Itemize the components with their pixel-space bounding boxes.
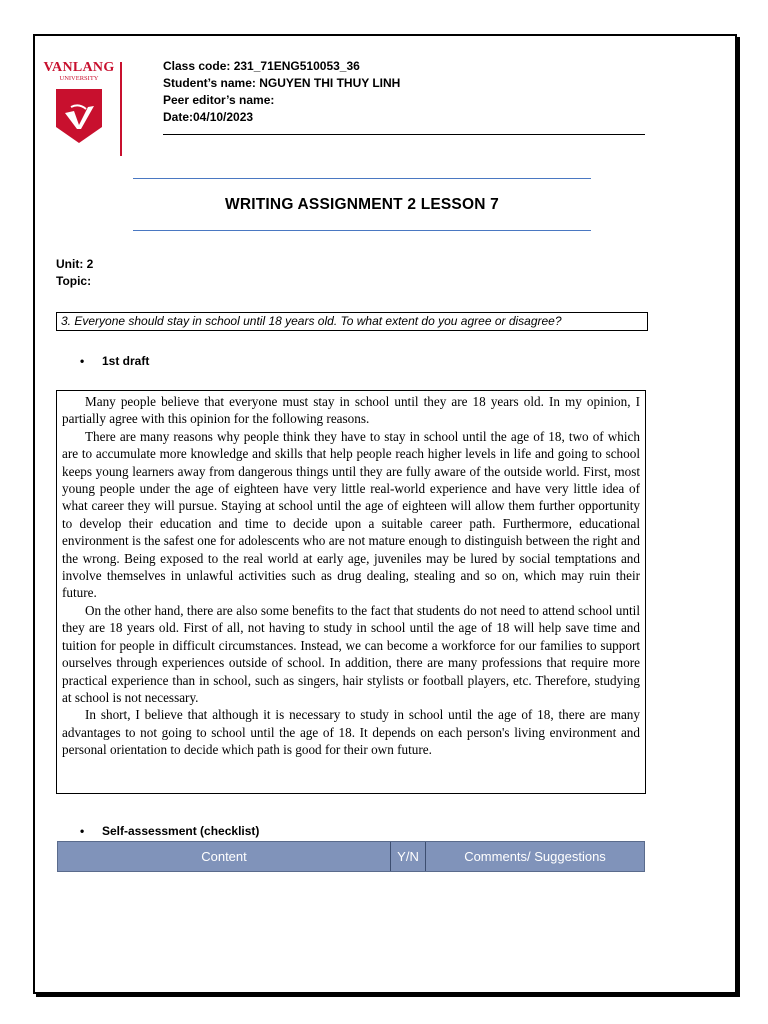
class-code-label: Class code: — [163, 59, 234, 73]
peer-editor-name: Peer editor’s name: — [163, 93, 275, 107]
header-underline — [163, 134, 645, 135]
logo-divider — [120, 62, 122, 156]
bullet-icon: • — [80, 824, 85, 838]
student-name: Student’s name: NGUYEN THI THUY LINH — [163, 76, 401, 90]
essay-paragraph: There are many reasons why people think they have to stay in school until the age of 18, two of which are to accumulate more knowledge and skills that help people reach higher levels in life and going to school keeps young learners away from dangerous things until they are fully aware of the outside world. First, most young people under the age of eighteen have very little real-world experience and have very little idea of what career they will pursue. Staying at school until the age of eighteen will allow them further opportunity to develop their education and time to decide upon a suitable career path. Furthermore, educational environment is the safest one for adolescents who are not mature enough to distinguish between the right and the wrong. Being exposed to the real world at early age, juveniles may be lured by social temptations and involve themselves in unlawful activities such as drug dealing, stealing and so on, which may ruin their future. — [62, 428, 640, 601]
self-assessment-label: Self-assessment (checklist) — [102, 824, 260, 838]
essay-paragraph: Many people believe that everyone must stay in school until they are 18 years old. In my opinion, I partially agree with this opinion for the following reasons. — [62, 394, 640, 427]
shield-icon — [54, 87, 104, 145]
essay-paragraph: In short, I believe that although it is necessary to study in school until the age of 18, there are many advantages to not going to school until the age of 18. It depends on each person's living environment and personal orientation to decide which path is good for their own future. — [62, 707, 640, 758]
essay-question: 3. Everyone should stay in school until 18 years old. To what extent do you agree or disagree? — [56, 312, 648, 331]
unit-label: Unit: 2 — [56, 257, 94, 271]
column-header-yn: Y/N — [391, 842, 426, 871]
page-title: WRITING ASSIGNMENT 2 LESSON 7 — [225, 196, 499, 213]
checklist-table-header — [57, 841, 645, 872]
title-bottom-rule — [133, 230, 591, 231]
title-top-rule — [133, 178, 591, 179]
self-assessment-heading — [80, 824, 259, 838]
essay-box — [56, 390, 646, 794]
column-header-comments: Comments/ Suggestions — [464, 849, 606, 864]
university-logo — [39, 60, 119, 83]
column-header-content: Content — [58, 842, 391, 871]
topic-label: Topic: — [56, 274, 92, 288]
draft-heading — [80, 354, 149, 368]
student-info — [163, 58, 400, 126]
logo-subtitle: UNIVERSITY — [59, 75, 99, 82]
logo-name: VANLANG — [43, 60, 115, 75]
unit-topic — [56, 256, 93, 290]
class-code-value: 231_71ENG510053_36 — [233, 59, 360, 73]
class-code-row — [163, 58, 400, 75]
draft-label: 1st draft — [102, 354, 150, 368]
bullet-icon: • — [80, 354, 85, 368]
essay-paragraph: On the other hand, there are also some benefits to the fact that students do not need to attend school until they are 18 years old. First of all, not having to study in school until the age of 18 will help save time and tuition for people in difficult circumstances. Instead, we can become a workforce for our families to support ourselves through experiences outside of school. In addition, there are many professions that require more practical experience than in school, such as singers, hair stylists or football players, etc. Therefore, studying at school is not necessary. — [62, 602, 640, 705]
date: Date:04/10/2023 — [163, 110, 254, 124]
